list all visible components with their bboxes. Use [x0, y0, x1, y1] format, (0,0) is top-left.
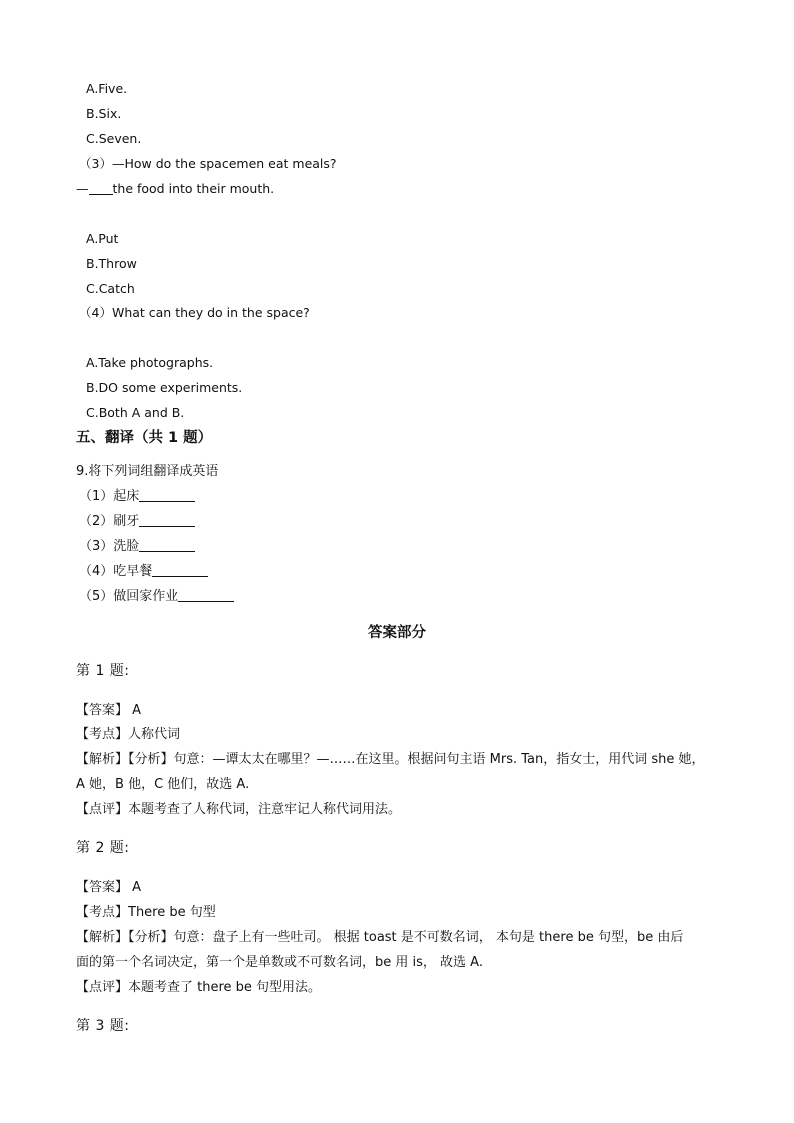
answer-q2-kaodian: 【考点】There be 句型 — [76, 905, 216, 920]
fill-blank[interactable] — [139, 489, 195, 502]
translation-item-3: （3）洗脸 — [79, 539, 195, 555]
fill-blank[interactable] — [178, 589, 234, 602]
option-b: B.DO some experiments. — [86, 380, 243, 395]
answer-q1-kaodian: 【考点】人称代词 — [76, 727, 181, 742]
answer-q2-jiexi-cont: 面的第一个名词决定，第一个是单数或不可数名词，be 用 is， 故选 A. — [76, 955, 483, 970]
translation-item-5: （5）做回家作业 — [79, 589, 234, 605]
answer-q1-dianping: 【点评】本题考查了人称代词，注意牢记人称代词用法。 — [76, 802, 402, 817]
fill-blank[interactable] — [139, 539, 195, 552]
answer-q1-jiexi: 【解析】【分析】句意：—谭太太在哪里？—……在这里。根据问句主语 Mrs. Tan，指女士，用代词 she 她， — [76, 752, 705, 767]
option-b: B.Six. — [86, 106, 122, 121]
translation-instruction: 9.将下列词组翻译成英语 — [76, 464, 219, 479]
answer-q2-dianping: 【点评】本题考查了 there be 句型用法。 — [76, 980, 322, 995]
option-a: A.Five. — [86, 81, 128, 96]
fill-blank[interactable] — [139, 514, 195, 527]
question-3: （3）—How do the spacemen eat meals? — [79, 156, 337, 171]
translation-item-4: （4）吃早餐 — [79, 564, 208, 580]
answer-q2-jiexi: 【解析】【分析】句意：盘子上有一些吐司。 根据 toast 是不可数名词， 本句是 there be 句型，be 由后 — [76, 930, 684, 945]
option-b: B.Throw — [86, 256, 137, 271]
option-a: A.Take photographs. — [86, 355, 214, 370]
fill-blank[interactable] — [152, 564, 208, 577]
fill-blank[interactable] — [89, 182, 113, 195]
question-3-answer-line: — the food into their mouth. — [76, 181, 275, 196]
answer-q1-label: 第 1 题: — [76, 663, 130, 679]
section-heading: 五、翻译（共 1 题） — [76, 430, 213, 446]
question-4: （4）What can they do in the space? — [79, 305, 310, 320]
option-c: C.Catch — [86, 281, 135, 296]
answer-q1-answer: 【答案】 A — [76, 703, 142, 718]
answer-q2-label: 第 2 题: — [76, 840, 130, 856]
option-a: A.Put — [86, 231, 119, 246]
translation-item-1: （1）起床 — [79, 489, 195, 505]
answers-title: 答案部分 — [368, 625, 426, 641]
answer-q2-answer: 【答案】 A — [76, 880, 142, 895]
option-c: C.Both A and B. — [86, 405, 185, 420]
option-c: C.Seven. — [86, 131, 142, 146]
translation-item-2: （2）刷牙 — [79, 514, 195, 530]
answer-q3-label: 第 3 题: — [76, 1018, 130, 1034]
answer-q1-jiexi-cont: A 她，B 他，C 他们，故选 A. — [76, 777, 250, 792]
